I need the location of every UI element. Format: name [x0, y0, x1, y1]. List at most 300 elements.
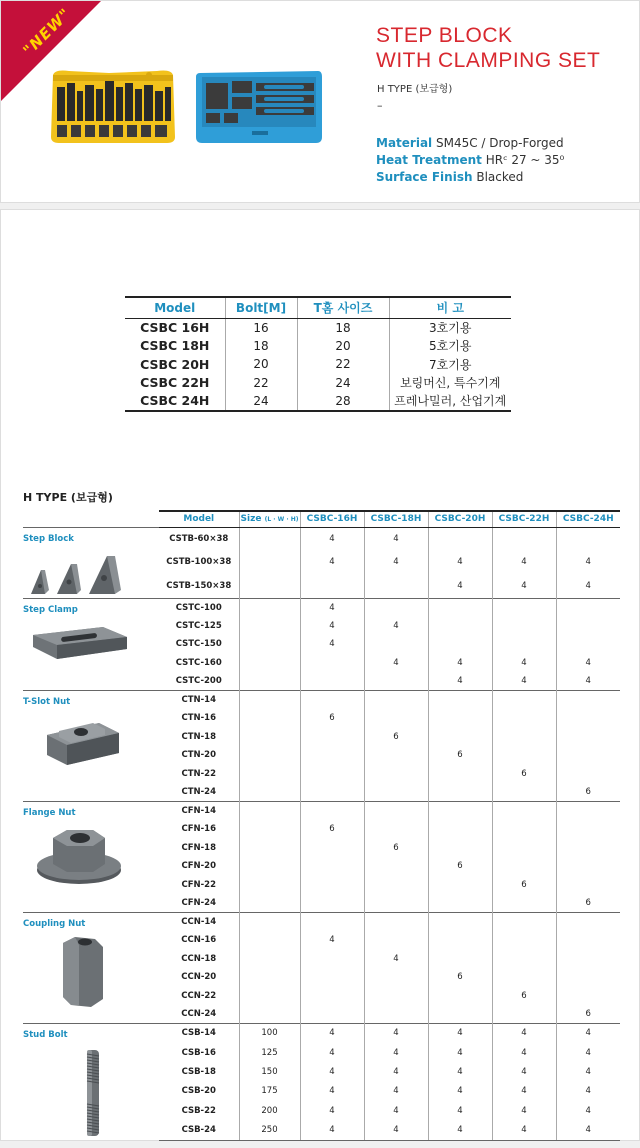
quantity-cell: 4 — [300, 635, 364, 654]
quantity-cell: 4 — [556, 551, 620, 575]
quantity-cell — [428, 765, 492, 784]
quantity-cell — [492, 802, 556, 821]
quantity-cell: 4 — [492, 1062, 556, 1081]
contents-header-row — [23, 511, 620, 527]
quantity-cell — [556, 709, 620, 728]
quantity-cell: 4 — [300, 1024, 364, 1043]
quantity-cell: 4 — [300, 617, 364, 636]
set-contents-table — [23, 510, 620, 1141]
quantity-cell — [492, 691, 556, 710]
model-cell: CSB-18 — [181, 1067, 216, 1078]
model-cell: CFN-20 — [181, 861, 216, 872]
size-cell — [239, 574, 300, 598]
size-cell: 250 — [239, 1121, 300, 1140]
model-cell: CSTB-60×38 — [159, 527, 239, 551]
quantity-cell — [300, 746, 364, 765]
model-cell: CSBC 24H — [125, 392, 225, 411]
quantity-cell: 6 — [428, 968, 492, 987]
quantity-cell — [428, 931, 492, 950]
quantity-cell — [556, 728, 620, 747]
size-unit: (L · W · H) — [264, 516, 299, 524]
quantity-cell — [492, 728, 556, 747]
quantity-cell — [364, 691, 428, 710]
quantity-cell — [492, 894, 556, 913]
header-model: Model — [159, 511, 239, 527]
t-slot-cell: 20 — [297, 337, 389, 356]
header-csbc-24h: CSBC-24H — [556, 511, 620, 527]
quantity-cell — [556, 931, 620, 950]
t-slot-cell: 28 — [297, 392, 389, 411]
table-row — [23, 913, 620, 932]
model-cell: CCN-20 — [181, 972, 217, 983]
quantity-cell — [556, 950, 620, 969]
model-cell: CTN-22 — [181, 768, 216, 779]
quantity-cell — [428, 728, 492, 747]
quantity-cell — [364, 857, 428, 876]
size-cell — [239, 635, 300, 654]
model-cell: CSB-20 — [181, 1086, 216, 1097]
quantity-cell — [364, 894, 428, 913]
model-cell: CCN-16 — [181, 935, 217, 946]
bolt-cell: 18 — [225, 337, 297, 356]
quantity-cell: 4 — [300, 1121, 364, 1140]
quantity-cell — [556, 968, 620, 987]
category-name: Step Block — [23, 533, 74, 544]
quantity-cell: 4 — [300, 931, 364, 950]
category-cell — [23, 1024, 159, 1141]
quantity-cell — [300, 1005, 364, 1024]
quantity-cell: 6 — [556, 783, 620, 802]
size-cell — [239, 765, 300, 784]
quantity-cell — [300, 913, 364, 932]
quantity-cell — [556, 820, 620, 839]
model-cell: CSBC 20H — [140, 356, 210, 372]
quantity-cell: 4 — [364, 527, 428, 551]
model-cell: CFN-16 — [181, 824, 216, 835]
quantity-cell: 4 — [492, 551, 556, 575]
table-row — [23, 802, 620, 821]
quantity-cell — [300, 728, 364, 747]
spec-card — [0, 209, 640, 1141]
stud-bolt-icon — [23, 1046, 159, 1140]
yellow-clamp-set-photo — [49, 67, 177, 145]
category-cell — [23, 527, 159, 598]
quantity-cell: 4 — [428, 1062, 492, 1081]
quantity-cell — [556, 987, 620, 1006]
spec-label: Surface Finish — [376, 170, 473, 184]
spec-value: HRᶜ 27 ~ 35⁰ — [485, 153, 565, 167]
quantity-cell — [492, 598, 556, 617]
size-cell — [239, 1005, 300, 1024]
quantity-cell: 6 — [364, 839, 428, 858]
quantity-cell — [556, 876, 620, 895]
model-cell: CSB-14 — [159, 1024, 239, 1043]
new-badge: "NEW" — [19, 4, 75, 60]
quantity-cell: 6 — [300, 709, 364, 728]
quantity-cell — [428, 598, 492, 617]
quantity-cell — [300, 857, 364, 876]
quantity-cell: 4 — [300, 598, 364, 617]
quantity-cell — [556, 635, 620, 654]
quantity-cell — [492, 783, 556, 802]
remarks-cell: 보링머신, 특수기계 — [389, 374, 511, 393]
quantity-cell: 4 — [556, 1062, 620, 1081]
quantity-cell — [300, 987, 364, 1006]
quantity-cell — [556, 839, 620, 858]
quantity-cell — [556, 617, 620, 636]
quantity-cell: 4 — [428, 672, 492, 691]
model-cell: CCN-22 — [181, 990, 217, 1001]
quantity-cell: 4 — [428, 1024, 492, 1043]
quantity-cell — [492, 839, 556, 858]
remarks-cell: 5호기용 — [389, 337, 511, 356]
quantity-cell — [428, 527, 492, 551]
spec-value: SM45C / Drop-Forged — [435, 136, 564, 150]
quantity-cell: 4 — [364, 1043, 428, 1062]
model-cell: CSTC-150 — [175, 639, 222, 650]
step-clamp-icon — [23, 621, 159, 665]
bolt-cell: 24 — [225, 392, 297, 411]
quantity-cell: 4 — [556, 654, 620, 673]
bolt-cell: 20 — [225, 355, 297, 374]
quantity-cell: 6 — [556, 894, 620, 913]
model-cell: CTN-20 — [181, 750, 216, 761]
model-cell: CSTC-100 — [159, 598, 239, 617]
size-cell — [239, 691, 300, 710]
remarks-cell: 7호기용 — [389, 355, 511, 374]
quantity-cell: 4 — [364, 1024, 428, 1043]
quantity-cell — [300, 783, 364, 802]
quantity-cell — [492, 913, 556, 932]
header-t-slot-size: T홈 사이즈 — [297, 297, 389, 318]
model-cell: CTN-14 — [159, 691, 239, 710]
size-cell — [239, 894, 300, 913]
quantity-cell: 4 — [556, 1101, 620, 1120]
size-cell: 100 — [239, 1024, 300, 1043]
quantity-cell — [428, 876, 492, 895]
quantity-cell: 4 — [364, 654, 428, 673]
quantity-cell: 6 — [556, 1005, 620, 1024]
quantity-cell: 4 — [492, 1024, 556, 1043]
category-name: Stud Bolt — [23, 1030, 68, 1040]
quantity-cell: 6 — [300, 820, 364, 839]
quantity-cell: 4 — [300, 551, 364, 575]
quantity-cell: 6 — [428, 746, 492, 765]
quantity-cell — [300, 950, 364, 969]
size-cell — [239, 598, 300, 617]
quantity-cell — [556, 802, 620, 821]
header-remarks: 비 고 — [389, 297, 511, 318]
header-size — [239, 511, 300, 527]
quantity-cell: 4 — [428, 1121, 492, 1140]
size-cell — [239, 987, 300, 1006]
quantity-cell: 4 — [300, 1043, 364, 1062]
table-row — [23, 1024, 620, 1043]
quantity-cell — [492, 968, 556, 987]
model-cell: CCN-14 — [159, 913, 239, 932]
quantity-cell: 4 — [300, 1062, 364, 1081]
quantity-cell — [364, 672, 428, 691]
model-cell: CSB-22 — [181, 1105, 216, 1116]
model-cell: CCN-18 — [181, 953, 217, 964]
model-cell: CFN-22 — [181, 879, 216, 890]
size-cell — [239, 617, 300, 636]
quantity-cell — [428, 709, 492, 728]
quantity-cell — [492, 931, 556, 950]
quantity-cell — [300, 672, 364, 691]
header-bolt: Bolt[M] — [225, 297, 297, 318]
quantity-cell — [428, 691, 492, 710]
model-cell: CSBC 18H — [140, 338, 210, 354]
quantity-cell: 4 — [556, 574, 620, 598]
quantity-cell: 4 — [364, 1121, 428, 1140]
quantity-cell: 4 — [300, 1082, 364, 1101]
section-title: H TYPE (보급형) — [23, 491, 113, 504]
quantity-cell — [492, 617, 556, 636]
quantity-cell: 4 — [364, 1062, 428, 1081]
quantity-cell — [556, 913, 620, 932]
quantity-cell — [492, 950, 556, 969]
spec-surface-finish — [376, 169, 523, 185]
quantity-cell — [428, 894, 492, 913]
quantity-cell: 4 — [364, 950, 428, 969]
bolt-cell: 16 — [225, 318, 297, 337]
quantity-cell — [364, 1005, 428, 1024]
summary-row — [125, 337, 511, 356]
table-row — [23, 527, 620, 551]
quantity-cell: 4 — [492, 654, 556, 673]
size-cell — [239, 654, 300, 673]
category-name: Step Clamp — [23, 604, 78, 615]
model-cell: CSTC-160 — [175, 657, 222, 668]
quantity-cell — [556, 598, 620, 617]
category-header — [23, 511, 159, 527]
header-csbc-22h: CSBC-22H — [492, 511, 556, 527]
size-cell — [239, 931, 300, 950]
quantity-cell — [556, 746, 620, 765]
model-cell: CSTB-150×38 — [166, 580, 232, 591]
size-cell — [239, 802, 300, 821]
quantity-cell: 4 — [428, 551, 492, 575]
summary-row — [125, 392, 511, 411]
model-cell: CCN-24 — [181, 1009, 217, 1019]
size-cell — [239, 968, 300, 987]
category-cell — [23, 802, 159, 913]
model-cell: CSB-24 — [159, 1121, 239, 1140]
quantity-cell: 4 — [300, 1101, 364, 1120]
model-cell: CFN-18 — [181, 842, 216, 853]
model-cell: CTN-16 — [181, 713, 216, 724]
quantity-cell — [300, 765, 364, 784]
quantity-cell: 6 — [492, 765, 556, 784]
model-cell: CSTC-200 — [175, 676, 222, 686]
header-csbc-18h: CSBC-18H — [364, 511, 428, 527]
quantity-cell — [492, 820, 556, 839]
quantity-cell — [364, 783, 428, 802]
size-cell — [239, 746, 300, 765]
quantity-cell — [428, 913, 492, 932]
quantity-cell — [364, 598, 428, 617]
quantity-cell — [364, 876, 428, 895]
size-cell — [239, 728, 300, 747]
model-cell: CFN-24 — [181, 898, 216, 908]
quantity-cell: 6 — [492, 876, 556, 895]
header-model: Model — [125, 297, 225, 318]
quantity-cell — [300, 691, 364, 710]
size-cell: 125 — [239, 1043, 300, 1062]
size-cell: 150 — [239, 1062, 300, 1081]
quantity-cell: 4 — [556, 1043, 620, 1062]
size-cell — [239, 672, 300, 691]
quantity-cell — [364, 746, 428, 765]
table-row — [23, 598, 620, 617]
category-name: T-Slot Nut — [23, 697, 71, 707]
quantity-cell — [492, 857, 556, 876]
coupling-nut-icon — [23, 935, 159, 1009]
quantity-cell — [364, 820, 428, 839]
quantity-cell: 4 — [428, 1101, 492, 1120]
quantity-cell — [428, 1005, 492, 1024]
step-block-icon — [23, 550, 159, 598]
quantity-cell: 4 — [300, 527, 364, 551]
size-cell: 200 — [239, 1101, 300, 1120]
spec-label: Heat Treatment — [376, 153, 482, 167]
quantity-cell — [300, 876, 364, 895]
quantity-cell — [300, 574, 364, 598]
quantity-cell — [428, 950, 492, 969]
bolt-cell: 22 — [225, 374, 297, 393]
spec-label: Material — [376, 136, 433, 150]
quantity-cell: 4 — [364, 1101, 428, 1120]
model-cell: CSTC-125 — [175, 620, 222, 631]
quantity-cell — [492, 527, 556, 551]
quantity-cell — [492, 1005, 556, 1024]
summary-row — [125, 355, 511, 374]
size-cell — [239, 783, 300, 802]
size-cell — [239, 527, 300, 551]
size-cell — [239, 876, 300, 895]
header-csbc-16h: CSBC-16H — [300, 511, 364, 527]
t-slot-cell: 18 — [297, 318, 389, 337]
size-cell — [239, 950, 300, 969]
quantity-cell — [492, 746, 556, 765]
size-cell: 175 — [239, 1082, 300, 1101]
quantity-cell — [492, 635, 556, 654]
quantity-cell — [492, 709, 556, 728]
quantity-cell — [364, 635, 428, 654]
quantity-cell — [428, 987, 492, 1006]
quantity-cell — [364, 968, 428, 987]
product-title: STEP BLOCK WITH CLAMPING SET — [376, 24, 601, 72]
quantity-cell — [364, 574, 428, 598]
quantity-cell: 4 — [428, 574, 492, 598]
quantity-cell — [428, 820, 492, 839]
quantity-cell: 4 — [364, 617, 428, 636]
quantity-cell — [556, 765, 620, 784]
quantity-cell: 4 — [428, 1043, 492, 1062]
quantity-cell — [556, 691, 620, 710]
quantity-cell: 6 — [428, 857, 492, 876]
quantity-cell: 4 — [492, 1043, 556, 1062]
quantity-cell — [300, 968, 364, 987]
remarks-cell: 프레나밀러, 산업기계 — [389, 392, 511, 411]
model-cell: CSBC 16H — [140, 320, 210, 335]
summary-row — [125, 318, 511, 337]
t-slot-nut-icon — [23, 713, 159, 773]
quantity-cell: 4 — [492, 1082, 556, 1101]
quantity-cell — [428, 839, 492, 858]
t-slot-cell: 22 — [297, 355, 389, 374]
quantity-cell: 4 — [492, 672, 556, 691]
product-header-card — [0, 0, 640, 203]
quantity-cell: 4 — [428, 1082, 492, 1101]
quantity-cell: 6 — [492, 987, 556, 1006]
quantity-cell: 4 — [492, 1101, 556, 1120]
blue-clamp-set-photo — [194, 69, 324, 145]
quantity-cell — [300, 654, 364, 673]
quantity-cell: 4 — [556, 1082, 620, 1101]
quantity-cell: 4 — [492, 574, 556, 598]
model-summary-table — [125, 296, 511, 412]
category-cell — [23, 691, 159, 802]
quantity-cell — [364, 987, 428, 1006]
spec-material — [376, 135, 564, 151]
quantity-cell — [364, 913, 428, 932]
quantity-cell — [428, 802, 492, 821]
quantity-cell — [364, 931, 428, 950]
quantity-cell — [556, 527, 620, 551]
quantity-cell: 4 — [556, 1121, 620, 1140]
size-cell — [239, 820, 300, 839]
table-row — [23, 691, 620, 710]
spec-value: Blacked — [476, 170, 524, 184]
header-csbc-20h: CSBC-20H — [428, 511, 492, 527]
size-cell — [239, 709, 300, 728]
quantity-cell: 4 — [364, 551, 428, 575]
quantity-cell — [428, 783, 492, 802]
quantity-cell — [300, 894, 364, 913]
model-cell: CTN-18 — [181, 731, 216, 742]
model-cell: CSB-16 — [181, 1047, 216, 1058]
size-cell — [239, 551, 300, 575]
category-cell — [23, 598, 159, 691]
t-slot-cell: 24 — [297, 374, 389, 393]
size-label: Size — [240, 514, 262, 525]
quantity-cell — [364, 765, 428, 784]
category-name: Coupling Nut — [23, 919, 86, 929]
product-subtitle: H TYPE (보급형) — [377, 84, 453, 95]
quantity-cell — [364, 709, 428, 728]
remarks-cell: 3호기용 — [389, 318, 511, 337]
summary-row — [125, 374, 511, 393]
quantity-cell — [556, 857, 620, 876]
model-cell: CTN-24 — [181, 787, 216, 797]
flange-nut-icon — [23, 824, 159, 890]
quantity-cell — [364, 802, 428, 821]
quantity-cell: 4 — [428, 654, 492, 673]
model-cell: CSTB-100×38 — [166, 557, 232, 568]
category-name: Flange Nut — [23, 808, 76, 818]
model-cell: CSBC 22H — [140, 375, 210, 391]
model-cell: CFN-14 — [159, 802, 239, 821]
size-cell — [239, 857, 300, 876]
quantity-cell — [428, 617, 492, 636]
quantity-cell — [428, 635, 492, 654]
size-cell — [239, 913, 300, 932]
quantity-cell: 4 — [492, 1121, 556, 1140]
summary-header-row — [125, 297, 511, 318]
size-cell — [239, 839, 300, 858]
